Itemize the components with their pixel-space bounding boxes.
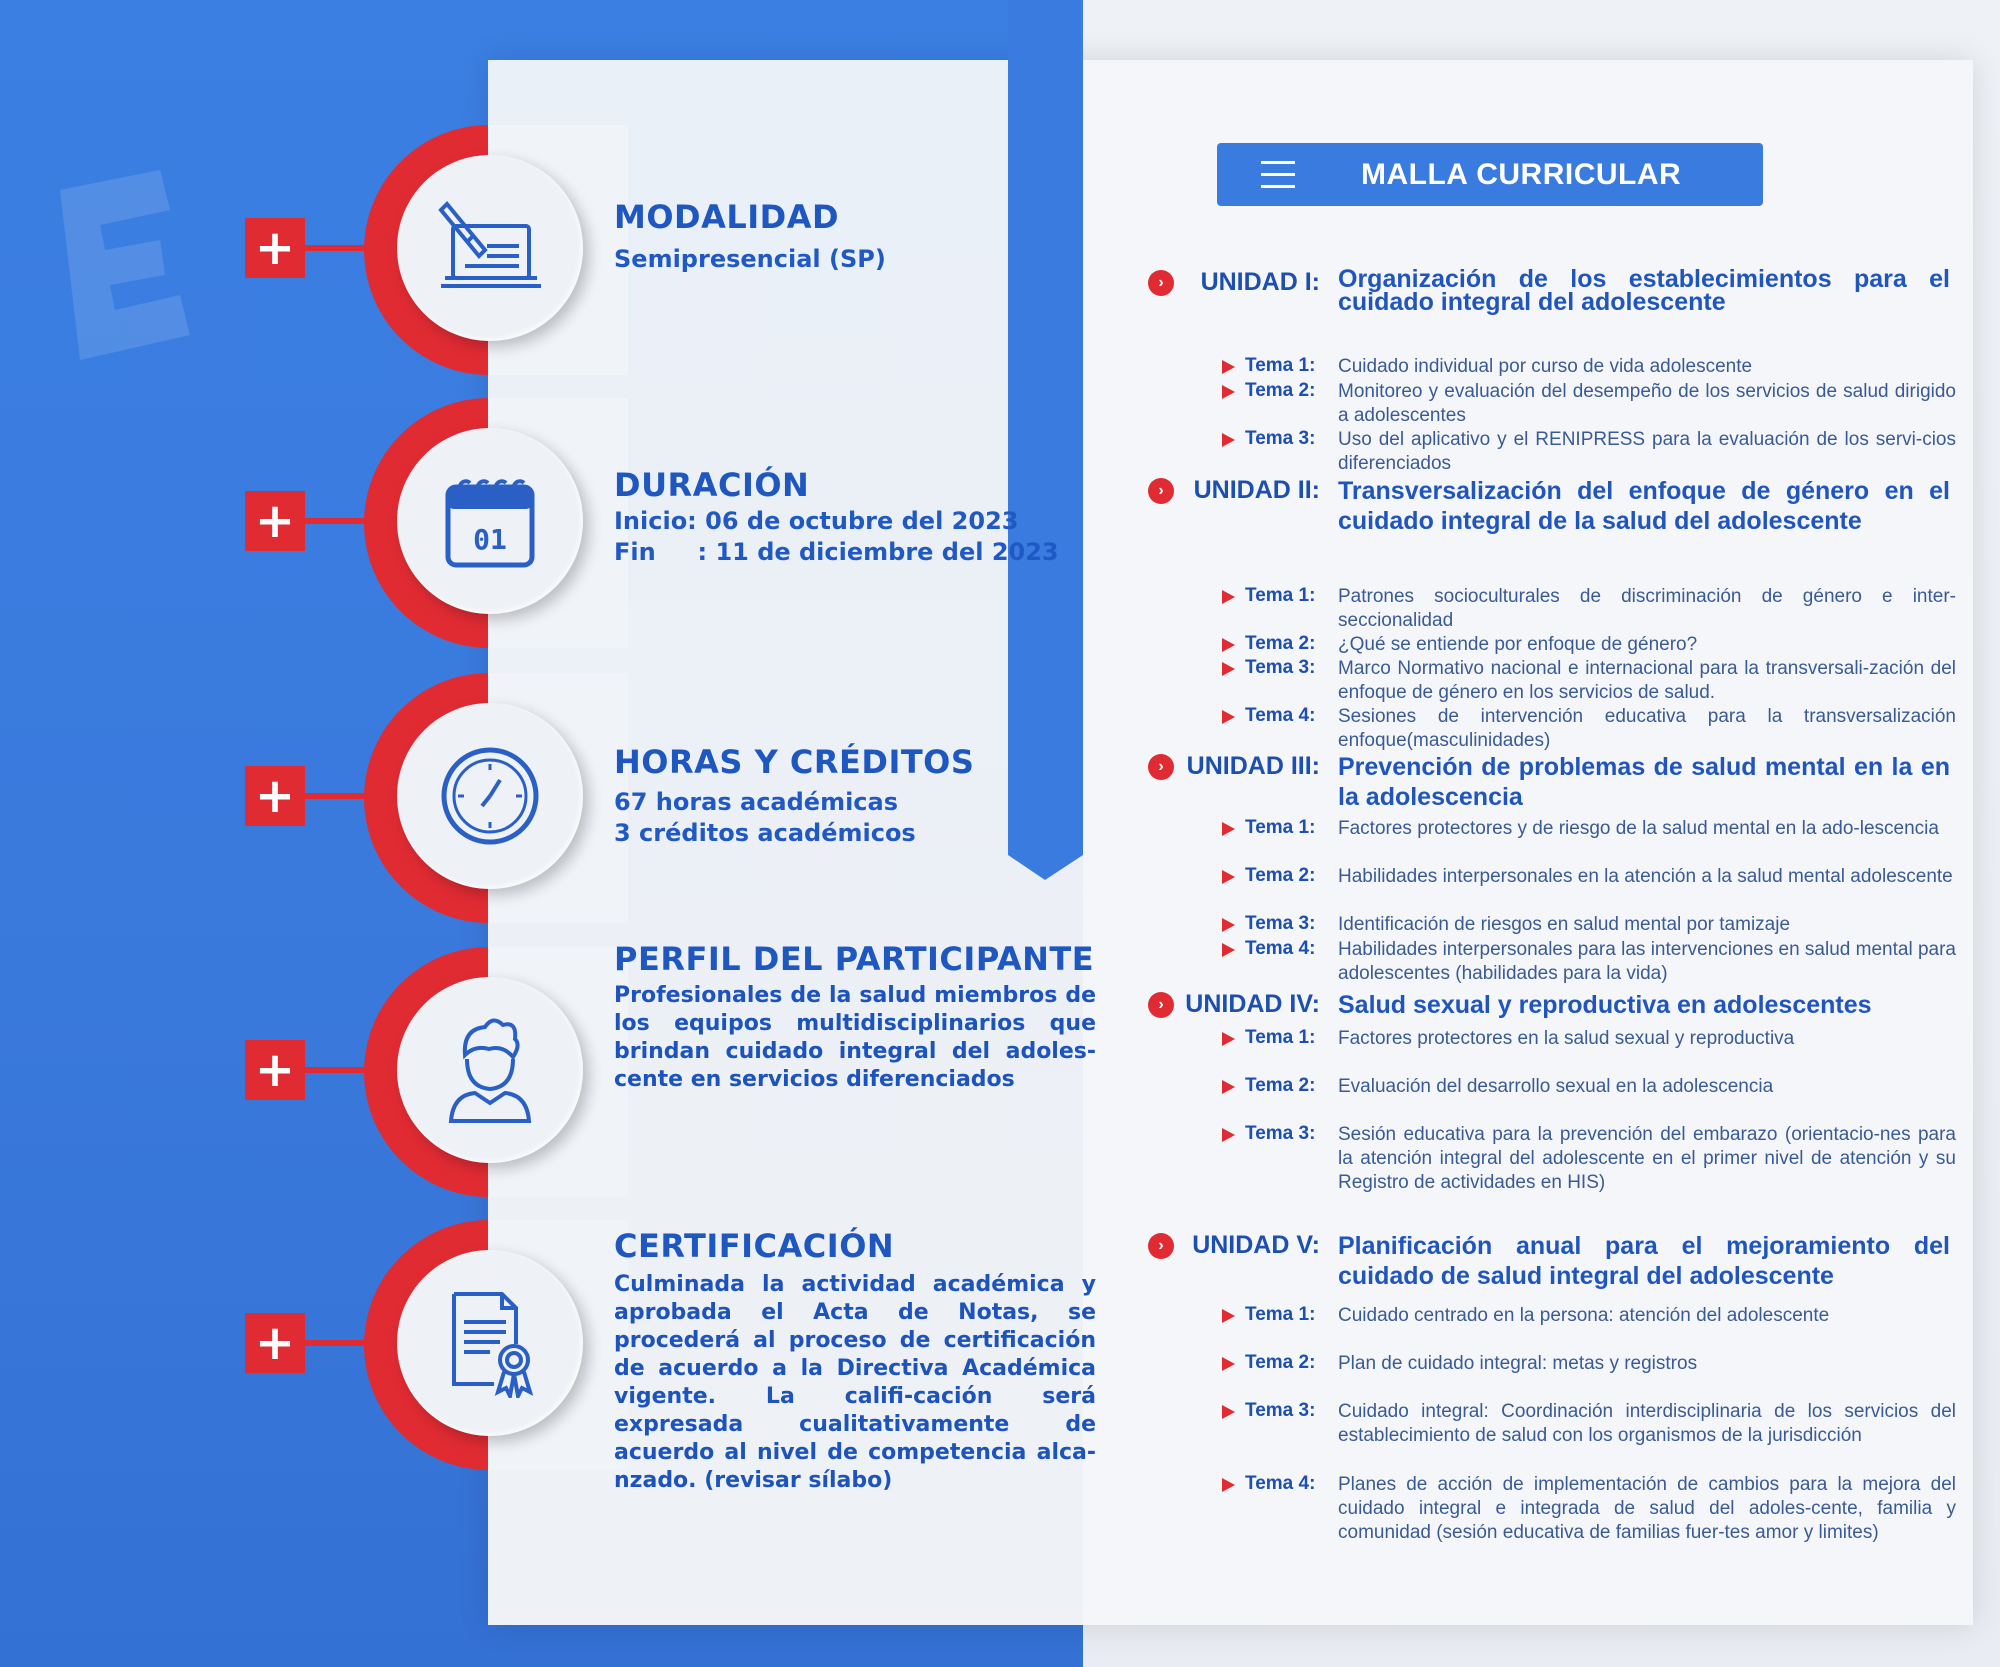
arrow-right-icon bbox=[1222, 360, 1235, 374]
topic-text: Identificación de riesgos en salud mental por tamizaje bbox=[1338, 914, 1791, 935]
topic-label: Tema 4: bbox=[1245, 705, 1316, 726]
arrow-right-icon bbox=[1222, 822, 1235, 836]
topic-label: Tema 2: bbox=[1245, 1075, 1316, 1096]
item-paragraph: Culminada la actividad académica y aprobada el Acta de Notas, se procederá al proceso de certificación de acuerdo a la Directiva Académica vigente. La califi-cación será expresada cualitativamente de acuerdo al nivel de competencia alca-nzado. (revisar sílabo) bbox=[614, 1272, 1096, 1493]
topic-text: Monitoreo y evaluación del desempeño de los servicios de salud dirigido a adolescentes bbox=[1338, 381, 1956, 426]
topic-label: Tema 2: bbox=[1245, 633, 1316, 654]
chevron-right-icon[interactable]: › bbox=[1148, 754, 1174, 780]
arrow-right-icon bbox=[1222, 590, 1235, 604]
topic-text: Patrones socioculturales de discriminación de género e inter-seccionalidad bbox=[1338, 586, 1956, 631]
item-line: Fin : 11 de diciembre del 2023 bbox=[614, 538, 1059, 566]
arrow-right-icon bbox=[1222, 918, 1235, 932]
unit-label: UNIDAD I: bbox=[1200, 268, 1320, 296]
person-icon bbox=[445, 1015, 535, 1125]
topic-label: Tema 3: bbox=[1245, 428, 1316, 449]
expand-button[interactable]: + bbox=[245, 1040, 305, 1100]
unit-title: Organización de los establecimientos para el cuidado integral del adolescente bbox=[1338, 265, 1950, 316]
topic-text: Uso del aplicativo y el RENIPRESS para la evaluación de los servi-cios diferenciados bbox=[1338, 429, 1956, 474]
arrow-right-icon bbox=[1222, 1309, 1235, 1323]
certificate-icon bbox=[440, 1288, 540, 1398]
expand-button[interactable]: + bbox=[245, 491, 305, 551]
item-line: Semipresencial (SP) bbox=[614, 245, 886, 273]
item-line: 67 horas académicas bbox=[614, 788, 899, 816]
arrow-right-icon bbox=[1222, 870, 1235, 884]
topic-label: Tema 4: bbox=[1245, 938, 1316, 959]
topic-text: Planes de acción de implementación de cambios para la mejora del cuidado integral e integrada de salud del adoles-cente, familia y comunidad (sesión educativa de familias fuer-tes amor y limites) bbox=[1338, 1474, 1956, 1543]
topic-text: Cuidado individual por curso de vida adolescente bbox=[1338, 356, 1753, 377]
topic-label: Tema 3: bbox=[1245, 657, 1316, 678]
laptop-pen-icon bbox=[435, 198, 545, 298]
topic-label: Tema 2: bbox=[1245, 380, 1316, 401]
clock-icon bbox=[438, 744, 542, 848]
topic-text: Evaluación del desarrollo sexual en la adolescencia bbox=[1338, 1076, 1774, 1097]
topic-label: Tema 1: bbox=[1245, 1304, 1316, 1325]
menu-icon[interactable] bbox=[1261, 161, 1295, 189]
info-item-perfil bbox=[0, 940, 1100, 1197]
chevron-right-icon[interactable]: › bbox=[1148, 478, 1174, 504]
unit-label: UNIDAD III: bbox=[1186, 752, 1320, 780]
arrow-right-icon bbox=[1222, 710, 1235, 724]
arrow-right-icon bbox=[1222, 943, 1235, 957]
arrow-right-icon bbox=[1222, 1478, 1235, 1492]
topic-label: Tema 2: bbox=[1245, 865, 1316, 886]
arrow-right-icon bbox=[1222, 1357, 1235, 1371]
topic-text: Cuidado centrado en la persona: atención del adolescente bbox=[1338, 1305, 1830, 1326]
item-title: MODALIDAD bbox=[614, 198, 840, 236]
arrow-right-icon bbox=[1222, 638, 1235, 652]
malla-header[interactable] bbox=[1217, 143, 1763, 206]
unit-label: UNIDAD V: bbox=[1192, 1231, 1320, 1259]
info-item-certificacion bbox=[0, 1220, 1100, 1493]
chevron-right-icon[interactable]: › bbox=[1148, 1233, 1174, 1259]
unit-title: Prevención de problemas de salud mental en la en la adolescencia bbox=[1338, 753, 1950, 811]
topic-label: Tema 3: bbox=[1245, 913, 1316, 934]
malla-title: MALLA CURRICULAR bbox=[1361, 157, 1682, 191]
topic-text: Habilidades interpersonales en la atención a la salud mental adolescente bbox=[1338, 866, 1953, 887]
item-line: 3 créditos académicos bbox=[614, 819, 916, 847]
topic-label: Tema 2: bbox=[1245, 1352, 1316, 1373]
item-paragraph: Profesionales de la salud miembros de los equipos multidisciplinarios que brindan cuidado integral del adoles-cente en servicios diferenciados bbox=[614, 983, 1096, 1092]
arrow-right-icon bbox=[1222, 1405, 1235, 1419]
arrow-right-icon bbox=[1222, 662, 1235, 676]
info-item-modalidad bbox=[0, 125, 1100, 375]
unit-title: Transversalización del enfoque de género en el cuidado integral de la salud del adolescente bbox=[1338, 477, 1950, 535]
unit-label: UNIDAD IV: bbox=[1185, 990, 1320, 1018]
expand-button[interactable]: + bbox=[245, 766, 305, 826]
topic-label: Tema 1: bbox=[1245, 817, 1316, 838]
topic-text: Sesión educativa para la prevención del embarazo (orientacio-nes para la atención integral del adolescente en el primer nivel de atención y su Registro de actividades en HIS) bbox=[1338, 1124, 1956, 1193]
arrow-right-icon bbox=[1222, 1032, 1235, 1046]
unit-title: Planificación anual para el mejoramiento del cuidado de salud integral del adolescente bbox=[1338, 1232, 1950, 1290]
topic-label: Tema 1: bbox=[1245, 1027, 1316, 1048]
unit-label: UNIDAD II: bbox=[1193, 476, 1320, 504]
arrow-right-icon bbox=[1222, 1080, 1235, 1094]
item-title: DURACIÓN bbox=[614, 466, 810, 504]
topic-label: Tema 4: bbox=[1245, 1473, 1316, 1494]
chevron-right-icon[interactable]: › bbox=[1148, 992, 1174, 1018]
arrow-right-icon bbox=[1222, 385, 1235, 399]
topic-text: Habilidades interpersonales para las intervenciones en salud mental para adolescentes (habilidades para la vida) bbox=[1338, 939, 1956, 984]
item-title: PERFIL DEL PARTICIPANTE bbox=[614, 940, 1095, 978]
topic-text: Plan de cuidado integral: metas y registros bbox=[1338, 1353, 1698, 1374]
topic-label: Tema 3: bbox=[1245, 1400, 1316, 1421]
expand-button[interactable]: + bbox=[245, 218, 305, 278]
unit-title: Salud sexual y reproductiva en adolescentes bbox=[1338, 991, 1872, 1019]
item-title: CERTIFICACIÓN bbox=[614, 1227, 895, 1265]
topic-text: Cuidado integral: Coordinación interdisciplinaria de los servicios del establecimiento de salud con los organismos de la jurisdicción bbox=[1338, 1401, 1956, 1446]
topic-label: Tema 1: bbox=[1245, 355, 1316, 376]
topic-text: Factores protectores y de riesgo de la salud mental en la ado-lescencia bbox=[1338, 818, 1939, 839]
item-line: Inicio: 06 de octubre del 2023 bbox=[614, 507, 1019, 535]
calendar-day: 01 bbox=[473, 523, 507, 556]
item-title: HORAS Y CRÉDITOS bbox=[614, 743, 975, 781]
topic-text: ¿Qué se entiende por enfoque de género? bbox=[1338, 634, 1698, 655]
chevron-right-icon[interactable]: › bbox=[1148, 270, 1174, 296]
arrow-right-icon bbox=[1222, 1128, 1235, 1142]
topic-label: Tema 1: bbox=[1245, 585, 1316, 606]
topic-text: Sesiones de intervención educativa para la transversalización enfoque(masculinidades) bbox=[1338, 706, 1956, 751]
info-item-duracion bbox=[0, 398, 1100, 648]
topic-label: Tema 3: bbox=[1245, 1123, 1316, 1144]
arrow-right-icon bbox=[1222, 433, 1235, 447]
calendar-icon bbox=[440, 471, 540, 571]
expand-button[interactable]: + bbox=[245, 1313, 305, 1373]
topic-text: Marco Normativo nacional e internacional para la transversali-zación del enfoque de género en los servicios de salud. bbox=[1338, 658, 1956, 703]
info-item-horas-creditos bbox=[0, 673, 1100, 923]
topic-text: Factores protectores en la salud sexual y reproductiva bbox=[1338, 1028, 1795, 1049]
